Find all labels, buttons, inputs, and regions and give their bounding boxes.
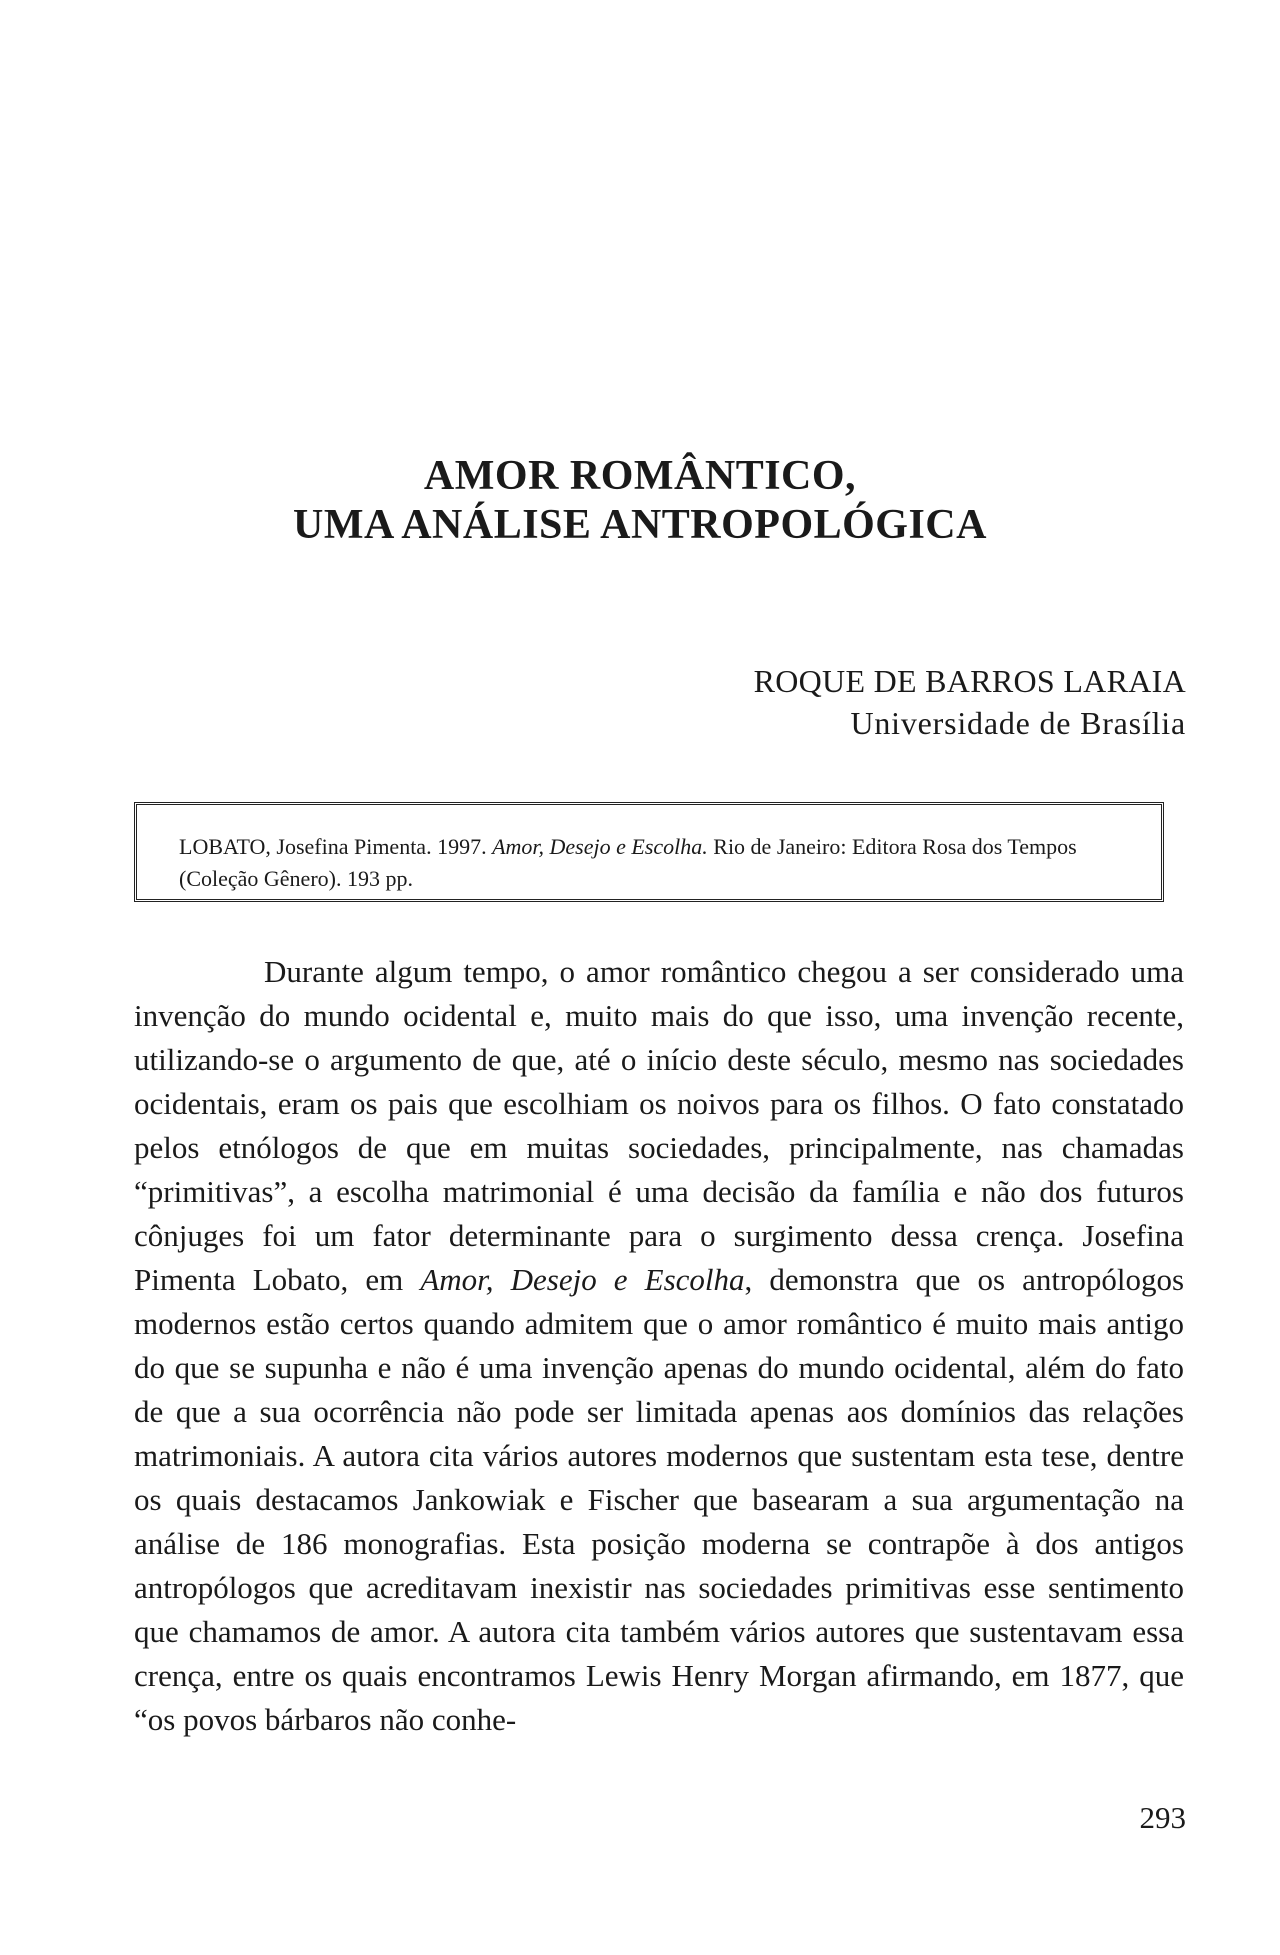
- body-text-part-2: , demonstra que os antropólogos modernos estão certos quando admitem que o amor romântico é muito mais antigo do que se supunha e não é uma invenção apenas do mundo ocidental, além do fato de que a sua ocorrência não pode ser limitada apenas aos domínios das relações matrimoniais. A autora cita vários autores modernos que sustentam esta tese, dentre os quais destacamos Jankowiak e Fischer que basearam a sua argumentação na análise de 186 monografias. Esta posição moderna se contrapõe à dos antigos antropólogos que acreditavam inexistir nas sociedades primitivas esse sentimento que chamamos de amor. A autora cita também vários autores que sustentavam essa crença, entre os quais encontramos Lewis Henry Morgan afirmando, em 1877, que “os povos bárbaros não conhe-: [134, 1262, 1185, 1737]
- body-paragraph: [134, 950, 1184, 1742]
- article-title: [0, 452, 1280, 550]
- citation-box: [134, 802, 1164, 902]
- author-block: [754, 660, 1186, 744]
- citation-suffix: Rio de Janeiro: Editora Rosa dos Tempos (Coleção Gênero). 193 pp.: [179, 834, 1077, 891]
- citation-book-title: Amor, Desejo e Escolha.: [492, 834, 708, 859]
- title-line-2: UMA ANÁLISE ANTROPOLÓGICA: [293, 502, 987, 548]
- author-name: ROQUE DE BARROS LARAIA: [753, 663, 1186, 699]
- title-line-1: AMOR ROMÂNTICO,: [423, 453, 857, 499]
- page-number: 293: [1139, 1800, 1186, 1835]
- author-affiliation: Universidade de Brasília: [850, 705, 1186, 741]
- body-text-part-1: Durante algum tempo, o amor romântico chegou a ser considerado uma invenção do mundo ocidental e, muito mais do que isso, uma invenção recente, utilizando-se o argumento de que, até o início deste século, mesmo nas sociedades ocidentais, eram os pais que escolhiam os noivos para os filhos. O fato constatado pelos etnólogos de que em muitas sociedades, principalmente, nas chamadas “primitivas”, a escolha matrimonial é uma decisão da família e não dos futuros cônjuges foi um fator determinante para o surgimento dessa crença. Josefina Pimenta Lobato, em: [134, 954, 1184, 1297]
- body-book-title: Amor, Desejo e Escolha: [420, 1262, 745, 1297]
- citation-prefix: LOBATO, Josefina Pimenta. 1997.: [179, 834, 493, 859]
